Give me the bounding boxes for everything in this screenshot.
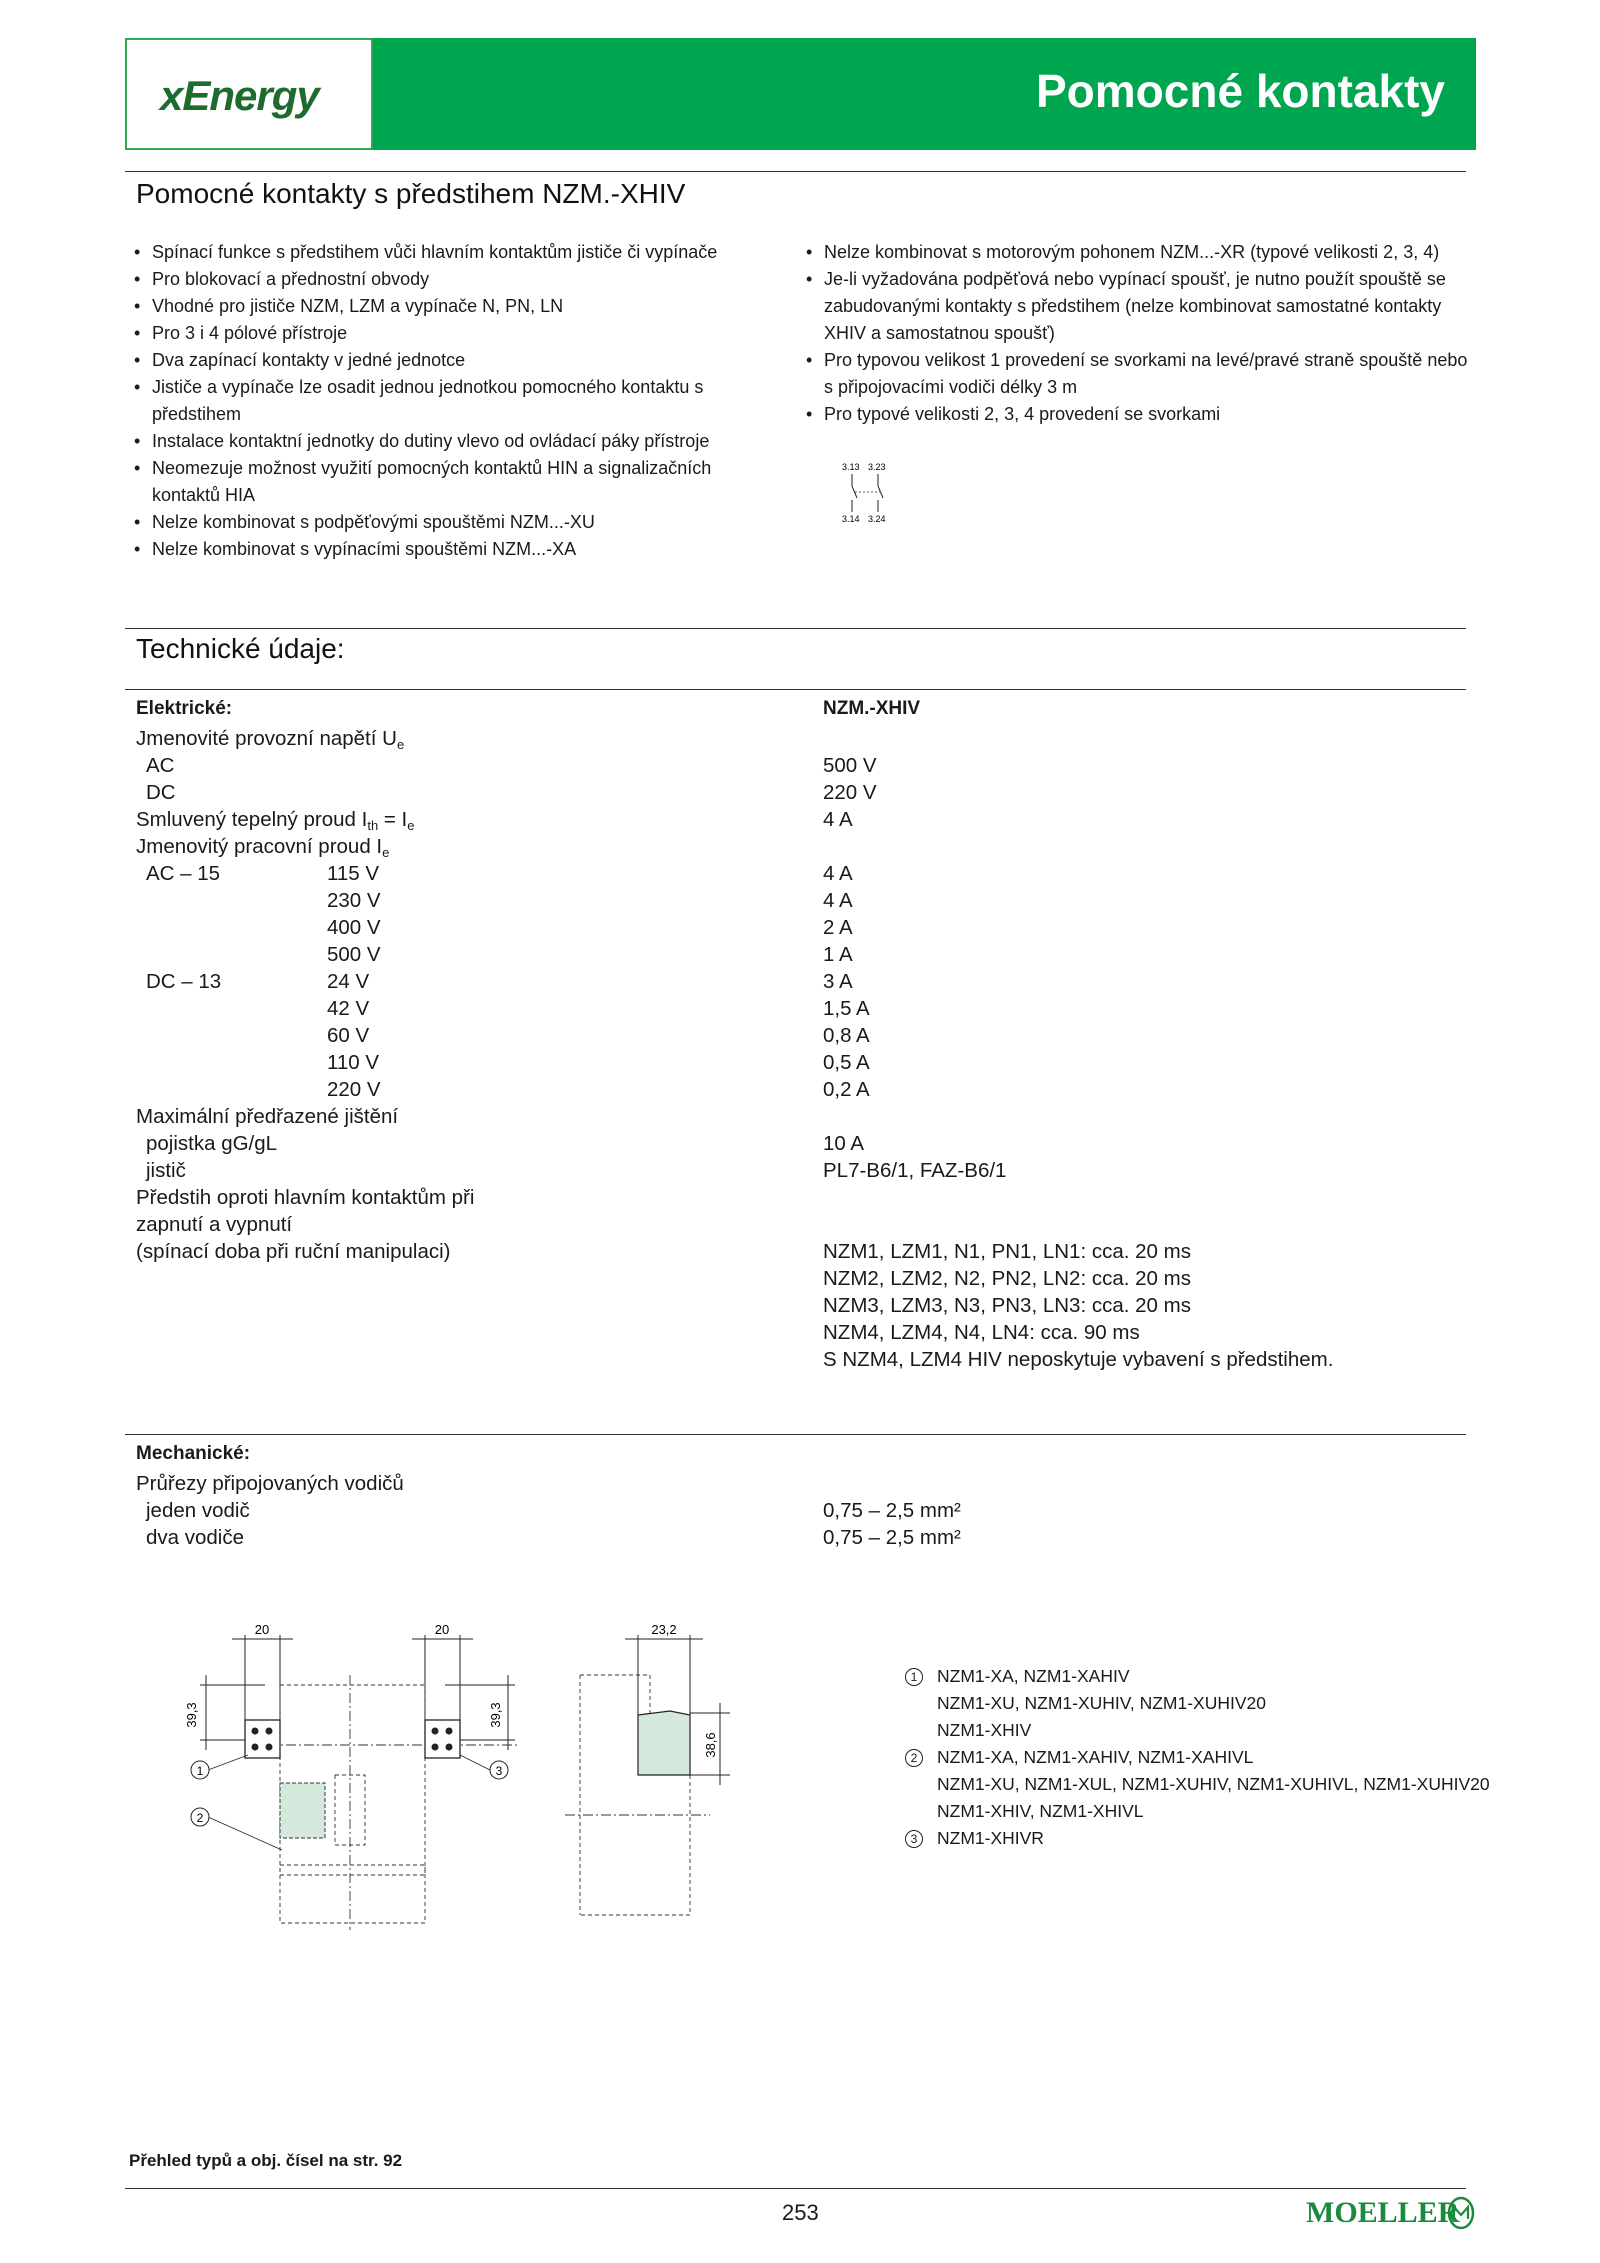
moeller-logo: MOELLER (1306, 2196, 1460, 2229)
legend-line (905, 1744, 1490, 1771)
dim-38: 38,6 (703, 1732, 718, 1758)
feature-list-right (806, 239, 1476, 428)
electrical-label: Elektrické: (136, 698, 233, 719)
callout-2: 2 (196, 1811, 204, 1825)
drawing-legend (905, 1663, 1490, 1852)
page-number: 253 (782, 2200, 819, 2225)
voltage-cell: 230 V (327, 889, 381, 912)
legend-line (905, 1717, 1490, 1744)
dimension-drawing (170, 1615, 730, 1935)
xenergy-logo: xEnergy (160, 72, 319, 119)
product-label: NZM.-XHIV (823, 698, 921, 719)
feature-bullet: • Neomezuje možnost využití pomocných kontaktů HIN a signalizačních kontaktů HIA (134, 455, 754, 509)
thermal-current-label: Smluvený tepelný proud $I_{th} = I_e$ (136, 808, 415, 833)
dim-39-right: 39,3 (488, 1702, 503, 1728)
legend-number: 3 (905, 1830, 923, 1848)
current-cell: 4 A (823, 889, 853, 912)
lead-value: S NZM4, LZM4 HIV neposkytuje vybavení s předstihem. (823, 1348, 1334, 1371)
fuse-breaker-value: PL7-B6/1, FAZ-B6/1 (823, 1159, 1007, 1182)
mechanical-label: Mechanické: (136, 1443, 251, 1464)
feature-bullet: • Spínací funkce s předstihem vůči hlavním kontaktům jističe či vypínače (134, 239, 754, 266)
dim-23: 23,2 (651, 1622, 677, 1637)
voltage-cell: 42 V (327, 997, 370, 1020)
legend-text: NZM1-XHIV, NZM1-XHIVL (937, 1801, 1144, 1821)
current-cell: 0,5 A (823, 1051, 870, 1074)
one-wire-value: 0,75 – 2,5 mm² (823, 1499, 961, 1522)
legend-line (905, 1663, 1490, 1690)
terminal-label: 3.14 (842, 514, 860, 524)
current-cell: 0,8 A (823, 1024, 870, 1047)
feature-bullet: • Je-li vyžadována podpěťová nebo vypínací spoušť, je nutno použít spouště se zabudovanými kontakty s předstihem (nelze kombinovat samostatné kontakty XHIV a samostatnou spoušť) (806, 266, 1476, 347)
lead-value: NZM2, LZM2, N2, PN2, LN2: cca. 20 ms (823, 1267, 1191, 1290)
voltage-cell: 400 V (327, 916, 381, 939)
fuse-ggl-value: 10 A (823, 1132, 865, 1155)
lead-label-3: (spínací doba při ruční manipulaci) (136, 1240, 451, 1263)
page-title: Pomocné kontakty (1036, 65, 1445, 117)
legend-line (905, 1798, 1490, 1825)
lead-value: NZM3, LZM3, N3, PN3, LN3: cca. 20 ms (823, 1294, 1191, 1317)
feature-bullet: • Pro 3 i 4 pólové přístroje (134, 320, 754, 347)
legend-line (905, 1771, 1490, 1798)
rated-voltage-label: Jmenovité provozní napětí $U_e$ (136, 727, 405, 752)
legend-text: NZM1-XHIV (937, 1720, 1032, 1740)
ac-value: 500 V (823, 754, 877, 777)
section-heading: Pomocné kontakty s předstihem NZM.-XHIV (136, 178, 686, 209)
divider (125, 171, 1466, 172)
fuse-ggl-label: pojistka gG/gL (146, 1132, 278, 1155)
current-cell: 0,2 A (823, 1078, 870, 1101)
voltage-cell: 500 V (327, 943, 381, 966)
legend-line (905, 1690, 1490, 1717)
current-cell: 1,5 A (823, 997, 870, 1020)
callout-3: 3 (495, 1764, 503, 1778)
lead-value: NZM4, LZM4, N4, LN4: cca. 90 ms (823, 1321, 1140, 1344)
callout-1: 1 (196, 1764, 204, 1778)
dc13-label: DC – 13 (146, 970, 222, 993)
lead-values (823, 1238, 1333, 1373)
legend-text: NZM1-XA, NZM1-XAHIV (937, 1666, 1130, 1686)
terminal-label: 3.13 (842, 462, 860, 472)
current-cell: 2 A (823, 916, 853, 939)
rated-current-label: Jmenovitý pracovní proud $I_e$ (136, 835, 390, 860)
terminal-label: 3.24 (868, 514, 886, 524)
fuse-breaker-label: jistič (146, 1159, 186, 1182)
current-cell: 3 A (823, 970, 853, 993)
dim-20-right: 20 (434, 1622, 450, 1637)
feature-bullet: • Pro typové velikosti 2, 3, 4 provedení se svorkami (806, 401, 1476, 428)
ac-label: AC (146, 754, 175, 777)
footer-note: Přehled typů a obj. čísel na str. 92 (129, 2151, 403, 2170)
feature-list-left (134, 239, 754, 563)
lead-label-2: zapnutí a vypnutí (136, 1213, 293, 1236)
dc-label: DC (146, 781, 176, 804)
feature-bullet: • Pro typovou velikost 1 provedení se svorkami na levé/pravé straně spouště nebo s připojovacími vodiči délky 3 m (806, 347, 1476, 401)
voltage-cell: 220 V (327, 1078, 381, 1101)
legend-text: NZM1-XU, NZM1-XUL, NZM1-XUHIV, NZM1-XUHIVL, NZM1-XUHIV20 (937, 1774, 1490, 1794)
feature-bullet: • Nelze kombinovat s podpěťovými spouštěmi NZM...-XU (134, 509, 754, 536)
lead-value: NZM1, LZM1, N1, PN1, LN1: cca. 20 ms (823, 1240, 1191, 1263)
two-wire-value: 0,75 – 2,5 mm² (823, 1526, 961, 1549)
voltage-cell: 115 V (327, 862, 380, 885)
legend-text: NZM1-XA, NZM1-XAHIV, NZM1-XAHIVL (937, 1747, 1254, 1767)
thermal-current-value: 4 A (823, 808, 853, 831)
ac15-label: AC – 15 (146, 862, 221, 885)
legend-text: NZM1-XU, NZM1-XUHIV, NZM1-XUHIV20 (937, 1693, 1266, 1713)
legend-line (905, 1825, 1490, 1852)
divider (125, 2188, 1466, 2189)
fuse-label: Maximální předřazené jištění (136, 1105, 399, 1128)
dim-39-left: 39,3 (184, 1702, 199, 1728)
dc-value: 220 V (823, 781, 877, 804)
cross-section-label: Průřezy připojovaných vodičů (136, 1472, 404, 1495)
legend-number: 2 (905, 1749, 923, 1767)
current-cell: 1 A (823, 943, 853, 966)
feature-bullet: • Dva zapínací kontakty v jedné jednotce (134, 347, 754, 374)
moeller-emblem-icon (1447, 2196, 1475, 2230)
one-wire-label: jeden vodič (146, 1499, 250, 1522)
current-cell: 4 A (823, 862, 853, 885)
legend-text: NZM1-XHIVR (937, 1828, 1044, 1848)
terminal-label: 3.23 (868, 462, 886, 472)
feature-bullet: • Vhodné pro jističe NZM, LZM a vypínače N, PN, LN (134, 293, 754, 320)
feature-bullet: • Nelze kombinovat s motorovým pohonem NZM...-XR (typové velikosti 2, 3, 4) (806, 239, 1476, 266)
voltage-cell: 24 V (327, 970, 370, 993)
voltage-cell: 60 V (327, 1024, 370, 1047)
feature-bullet: • Nelze kombinovat s vypínacími spouštěmi NZM...-XA (134, 536, 754, 563)
lead-label-1: Předstih oproti hlavním kontaktům při (136, 1186, 475, 1209)
divider (125, 1434, 1466, 1435)
feature-bullet: • Pro blokovací a přednostní obvody (134, 266, 754, 293)
divider (125, 628, 1466, 629)
two-wire-label: dva vodiče (146, 1526, 245, 1549)
divider (125, 689, 1466, 690)
feature-bullet: • Jističe a vypínače lze osadit jednou jednotkou pomocného kontaktu s předstihem (134, 374, 754, 428)
technical-heading: Technické údaje: (136, 633, 345, 664)
dim-20-left: 20 (254, 1622, 270, 1637)
voltage-cell: 110 V (327, 1051, 380, 1074)
legend-number: 1 (905, 1668, 923, 1686)
contact-schematic (838, 460, 898, 526)
feature-bullet: • Instalace kontaktní jednotky do dutiny vlevo od ovládací páky přístroje (134, 428, 754, 455)
